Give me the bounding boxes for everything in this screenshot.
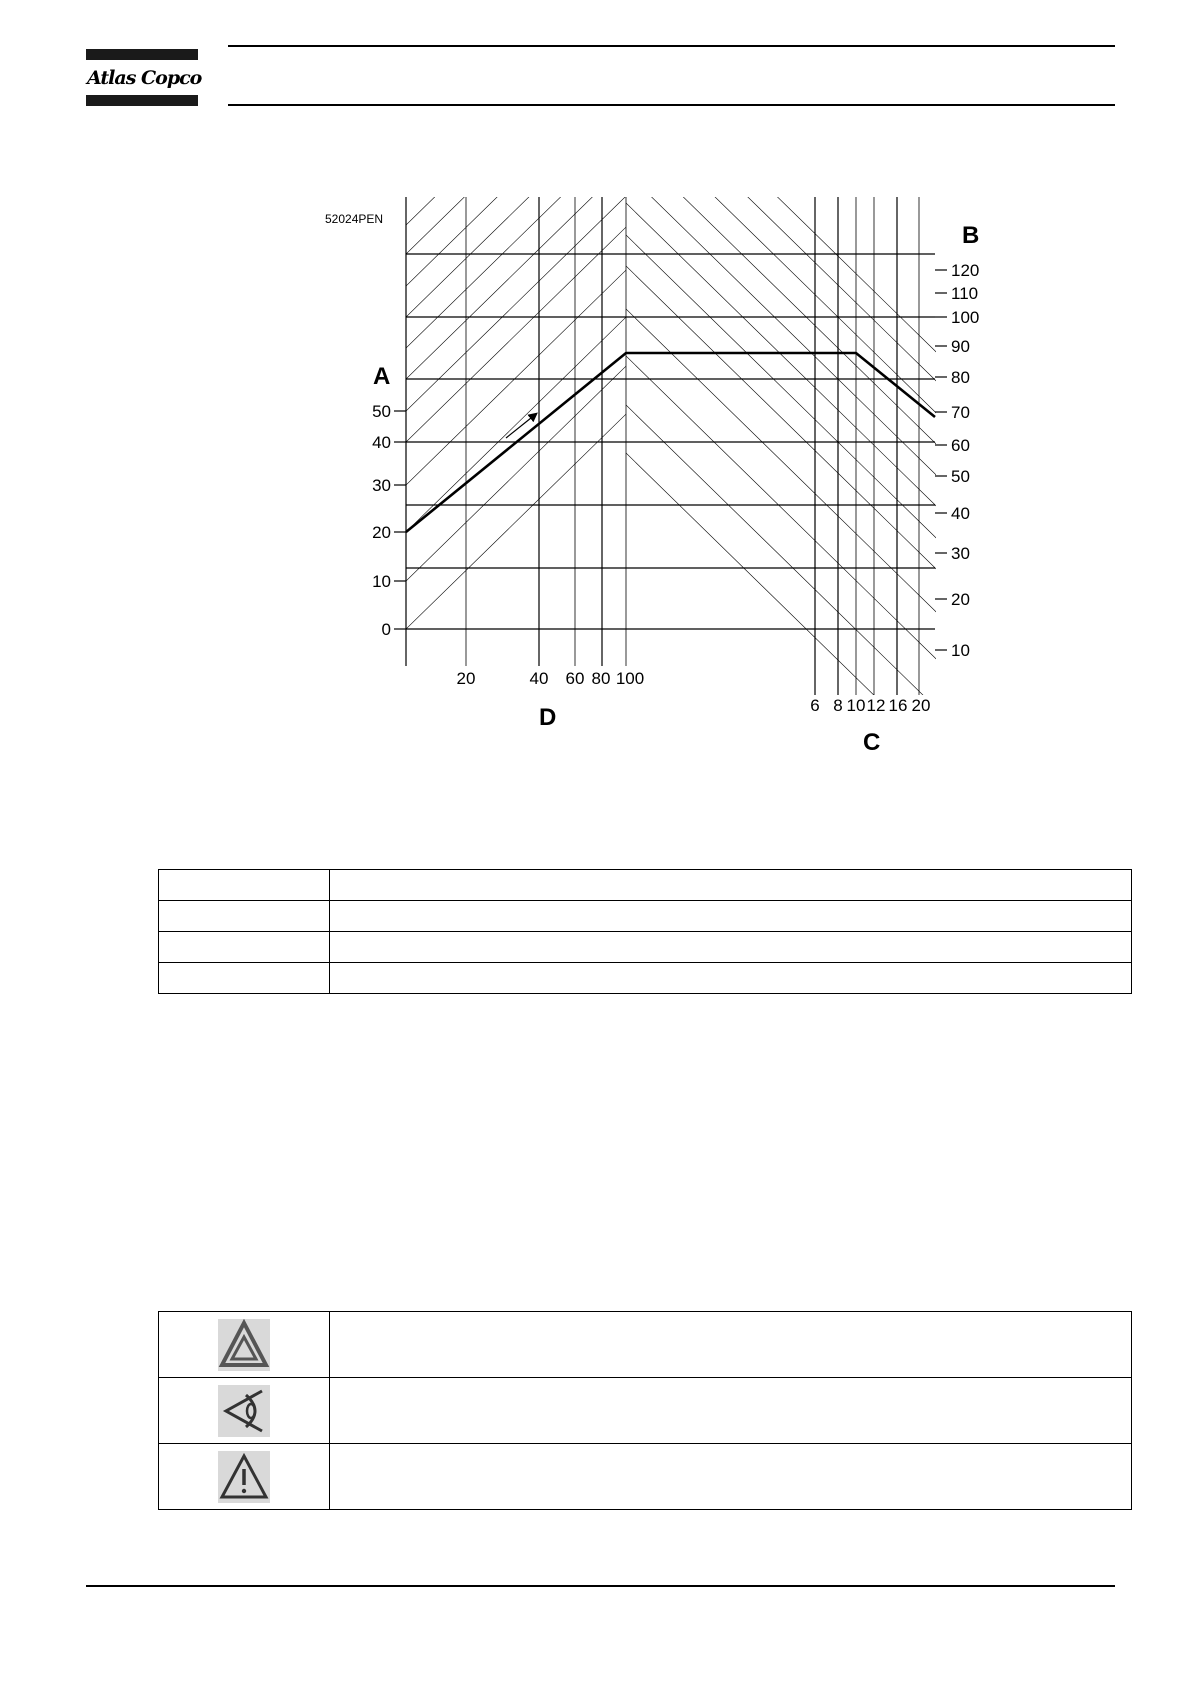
axis-d-letter: D: [539, 704, 557, 731]
warning-icon: [218, 1451, 270, 1503]
axis-a-label: 40: [372, 433, 391, 452]
axis-a-label: 50: [372, 402, 391, 421]
figure-code: 52024PEN: [325, 212, 384, 226]
axis-a-letter: A: [373, 363, 391, 390]
table-row: [159, 1444, 1132, 1510]
table-cell-key: [159, 901, 330, 932]
eye-icon: [218, 1385, 270, 1437]
c-scale-verticals: [815, 197, 919, 695]
axis-b-label: 120: [951, 261, 980, 280]
axis-a-label: 30: [372, 476, 391, 495]
axis-c-label: 16: [888, 696, 908, 715]
axis-b-label: 20: [951, 590, 970, 609]
right-diagonals: [626, 49, 1056, 873]
axis-b-label: 100: [951, 308, 980, 327]
a-ticks: [394, 411, 406, 629]
table-cell-value: [330, 870, 1132, 901]
axis-a-label: 20: [372, 523, 391, 542]
table-cell-value: [330, 963, 1132, 994]
icon-row-text: [330, 1444, 1132, 1510]
legend-table: [158, 869, 1132, 994]
table-cell-key: [159, 963, 330, 994]
axis-b-label: 90: [951, 337, 970, 356]
axis-d-label: 60: [565, 669, 585, 688]
axis-b-label: 40: [951, 504, 970, 523]
table-cell-value: [330, 932, 1132, 963]
icon-row-text: [330, 1378, 1132, 1444]
axis-b-label: 30: [951, 544, 970, 563]
logo-wordmark: Atlas Copco: [87, 67, 202, 89]
d-scale-verticals: [466, 197, 626, 666]
axis-d-label: 80: [591, 669, 611, 688]
icon-row-text: [330, 1312, 1132, 1378]
axis-a-label: 10: [372, 572, 391, 591]
axis-c-label: 12: [866, 696, 886, 715]
table-row: [159, 870, 1132, 901]
double-triangle-icon: [218, 1319, 270, 1371]
axis-a-label: 0: [381, 620, 391, 639]
axis-c-label: 20: [911, 696, 931, 715]
table-row: [159, 963, 1132, 994]
axis-b-labels: [951, 261, 979, 660]
table-cell-key: [159, 932, 330, 963]
table-cell-value: [330, 901, 1132, 932]
axis-d-labels: [457, 669, 645, 688]
icon-cell: [159, 1444, 330, 1510]
table-row: [159, 932, 1132, 963]
example-arrow: [506, 414, 536, 438]
table-cell-key: [159, 870, 330, 901]
axis-b-label: 70: [951, 403, 970, 422]
axis-b-label: 80: [951, 368, 970, 387]
axis-c-label: 8: [833, 696, 843, 715]
axis-c-label: 10: [846, 696, 866, 715]
axis-a-labels: [372, 402, 391, 639]
axis-b-label: 60: [951, 436, 970, 455]
icon-cell: [159, 1378, 330, 1444]
nomogram-figure: [0, 0, 1191, 800]
axis-c-labels: [810, 696, 930, 715]
axis-b-label: 10: [951, 641, 970, 660]
table-row: [159, 1312, 1132, 1378]
footer-rule: [86, 1585, 1115, 1587]
axis-b-label: 50: [951, 467, 970, 486]
icon-table: [158, 1311, 1132, 1510]
axis-b-letter: B: [962, 222, 980, 249]
icon-cell: [159, 1312, 330, 1378]
axis-d-label: 100: [615, 669, 645, 688]
table-row: [159, 901, 1132, 932]
b-ticks: [935, 270, 947, 650]
axis-d-label: 40: [529, 669, 549, 688]
axis-b-label: 110: [951, 284, 979, 303]
axis-d-label: 20: [456, 669, 476, 688]
axis-c-letter: C: [863, 729, 881, 756]
axis-c-label: 6: [810, 696, 820, 715]
table-row: [159, 1378, 1132, 1444]
